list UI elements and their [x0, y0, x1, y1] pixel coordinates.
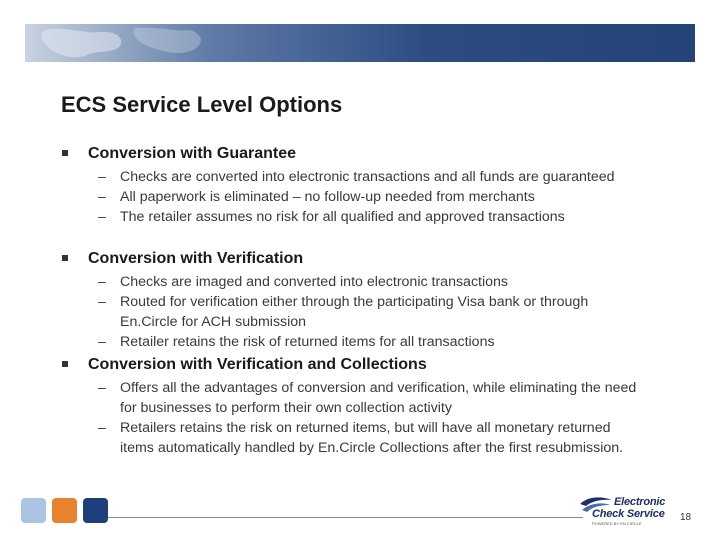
footer-box-light-blue: [21, 498, 46, 523]
bullet-square-icon: [62, 150, 68, 156]
dash-bullet: –: [98, 334, 106, 350]
footer-divider: [108, 517, 583, 518]
list-item: – Checks are converted into electronic transactions and all funds are guaranteed: [98, 169, 615, 185]
dash-bullet: –: [98, 274, 106, 290]
section-title: Conversion with Verification and Collections: [88, 356, 427, 373]
bullet-square-icon: [62, 361, 68, 367]
list-item: – Retailers retains the risk on returned items, but will have all monetary returned items automatically handled by En.Circle Collections after the first resubmission.: [98, 420, 624, 456]
list-item: – All paperwork is eliminated – no follow-up needed from merchants: [98, 189, 535, 205]
world-map-graphic: [25, 24, 225, 62]
dash-bullet: –: [98, 380, 106, 396]
footer-color-boxes: [21, 498, 114, 523]
dash-bullet: –: [98, 189, 106, 205]
list-item: – Offers all the advantages of conversion and verification, while eliminating the need for businesses to perform their own collection activity: [98, 380, 637, 416]
footer-box-dark-blue: [83, 498, 108, 523]
list-item: – Routed for verification either through the participating Visa bank or through En.Circle for ACH submission: [98, 294, 589, 330]
list-item: – Checks are imaged and converted into electronic transactions: [98, 274, 509, 290]
dash-bullet: –: [98, 420, 106, 436]
section-verification: [61, 249, 681, 352]
list-item: – Retailer retains the risk of returned items for all transactions: [98, 334, 495, 350]
section-title: Conversion with Verification: [88, 250, 304, 267]
bullet-square-icon: [62, 255, 68, 261]
section-verification-collections: [61, 355, 681, 458]
ecs-logo-tagline: POWERED BY EN.CIRCLE: [592, 521, 642, 526]
list-item: – The retailer assumes no risk for all qualified and approved transactions: [98, 209, 565, 225]
section-guarantee: [61, 144, 681, 227]
ecs-logo-text: Electronic Check Service: [592, 496, 666, 520]
footer-box-orange: [52, 498, 77, 523]
dash-bullet: –: [98, 209, 106, 225]
section-title: Conversion with Guarantee: [88, 145, 297, 162]
slide-title: ECS Service Level Options: [61, 92, 343, 117]
dash-bullet: –: [98, 169, 106, 185]
dash-bullet: –: [98, 294, 106, 310]
page-number: 18: [680, 512, 692, 523]
header-banner: [25, 24, 695, 62]
